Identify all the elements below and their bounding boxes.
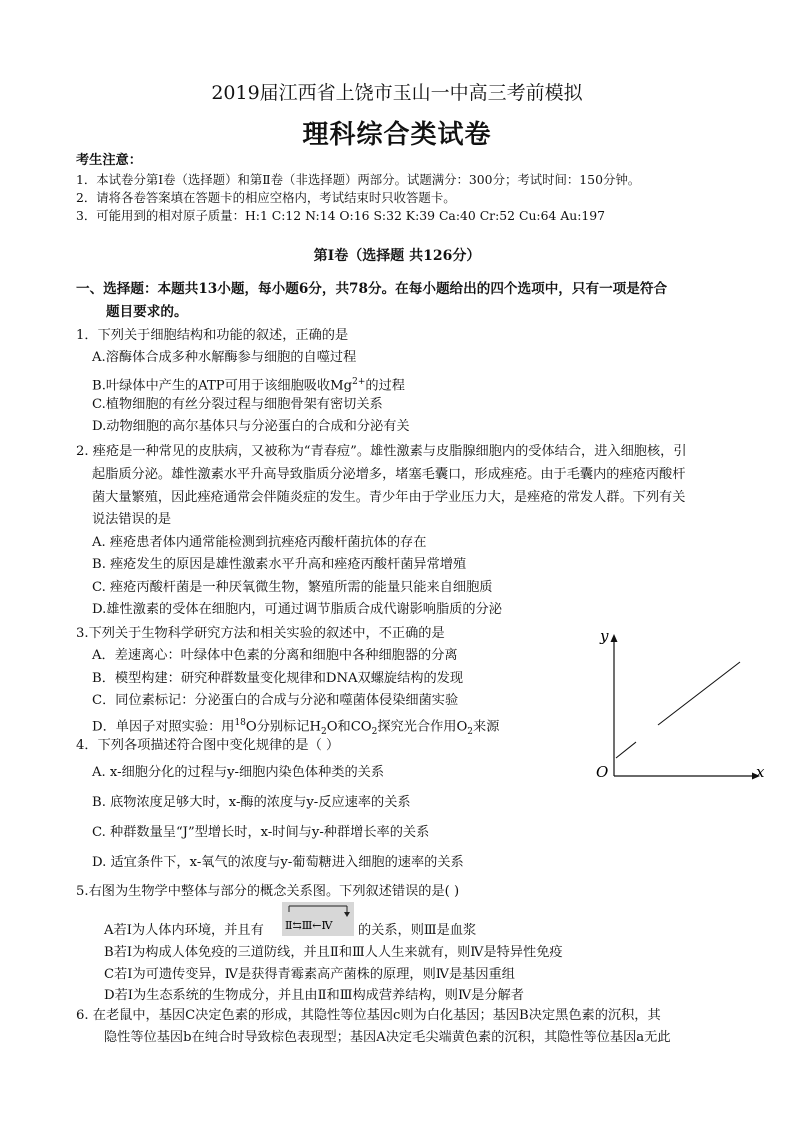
q2-stem-line-2: 起脂质分泌。雄性激素水平升高导致脂质分泌增多，堵塞毛囊口，形成痤疮。由于毛囊内的痤疮丙酸杆 <box>92 467 686 482</box>
q2-option-c: C. 痤疮丙酸杆菌是一种厌氧微生物，繁殖所需的能量只能来自细胞质 <box>92 580 493 595</box>
notice-item-2: 2．请将各卷答案填在答题卡的相应空格内，考试结束时只收答题卡。 <box>76 190 456 205</box>
origin-label: O <box>596 763 609 781</box>
q3-option-b: B．模型构建：研究种群数量变化规律和DNA双螺旋结构的发现 <box>92 671 464 686</box>
q5-option-b: B若Ⅰ为构成人体免疫的三道防线，并且Ⅱ和Ⅲ人人生来就有，则Ⅳ是特异性免疫 <box>104 945 563 960</box>
q5-option-a-pre: A若Ⅰ为人体内环境，并且有 <box>104 923 264 938</box>
q6-stem-line-2: 隐性等位基因b在纯合时导致棕色表现型；基因A决定毛尖端黄色素的沉积，其隐性等位基因a无此 <box>104 1030 671 1045</box>
x-axis-label: x <box>756 763 765 781</box>
q5-stem: 5.右图为生物学中整体与部分的概念关系图。下列叙述错误的是( ) <box>76 884 460 899</box>
q4-option-c: C. 种群数量呈“J”型增长时，x-时间与y-种群增长率的关系 <box>92 825 430 840</box>
q1-option-d: D.动物细胞的高尔基体只与分泌蛋白的合成和分泌有关 <box>92 419 410 434</box>
q1-option-a: A.溶酶体合成多种水解酶参与细胞的自噬过程 <box>92 350 357 365</box>
section-title: 第Ⅰ卷（选择题 共126分） <box>313 248 481 264</box>
diagram-label: Ⅱ⇆Ⅲ←Ⅳ <box>285 919 333 932</box>
q3-option-c: C．同位素标记：分泌蛋白的合成与分泌和噬菌体侵染细菌实验 <box>92 693 459 708</box>
q2-stem-line-1: 2. 痤疮是一种常见的皮肤病，又被称为“青春痘”。雄性激素与皮脂腺细胞内的受体结合，进入细胞核，引 <box>76 444 687 459</box>
notice-item-1: 1．本试卷分第Ⅰ卷（选择题）和第Ⅱ卷（非选择题）两部分。试题满分：300分；考试时间：150分钟。 <box>76 172 641 187</box>
q2-stem-line-4: 说法错误的是 <box>92 512 172 527</box>
q4-stem: 4．下列各项描述符合图中变化规律的是（ ） <box>76 738 340 753</box>
q4-graph <box>588 626 768 786</box>
q3-option-a: A．差速离心：叶绿体中色素的分离和细胞中各种细胞器的分离 <box>92 648 458 663</box>
q3-option-d: D．单因子对照实验：用$^{18}$O分别标记$H_2O$和$CO_2$探究光合作用$O_2$来源 <box>92 718 500 738</box>
q5-option-a-post: 的关系，则Ⅲ是血浆 <box>358 923 477 938</box>
graph-line-segment-2 <box>658 662 740 725</box>
q2-option-d: D.雄性激素的受体在细胞内，可通过调节脂质合成代谢影响脂质的分泌 <box>92 602 502 617</box>
section-instruction-cont: 题目要求的。 <box>106 304 188 320</box>
q2-stem-line-3: 菌大量繁殖，因此痤疮通常会伴随炎症的发生。青少年由于学业压力大，是痤疮的常发人群。下列有关 <box>92 490 686 505</box>
q5-option-c: C若Ⅰ为可遗传变异，Ⅳ是获得青霉素高产菌株的原理，则Ⅳ是基因重组 <box>104 967 515 982</box>
q5-relation-diagram <box>282 902 354 936</box>
y-axis-arrow <box>611 634 618 642</box>
y-axis-label: y <box>600 627 609 645</box>
graph-line-segment-1 <box>616 742 636 758</box>
q4-option-b: B. 底物浓度足够大时，x-酶的浓度与y-反应速率的关系 <box>92 795 411 810</box>
exam-subtitle: 理科综合类试卷 <box>302 120 492 150</box>
notice-item-3: 3．可能用到的相对原子质量：H:1 C:12 N:14 O:16 S:32 K:39 Ca:40 Cr:52 Cu:64 Au:197 <box>76 208 606 223</box>
q2-option-a: A. 痤疮患者体内通常能检测到抗痤疮丙酸杆菌抗体的存在 <box>92 535 427 550</box>
q1-option-c: C.植物细胞的有丝分裂过程与细胞骨架有密切关系 <box>92 397 383 412</box>
section-instruction: 一、选择题：本题共13小题，每小题6分，共78分。在每小题给出的四个选项中，只有一项是符合 <box>76 281 668 297</box>
q1-option-b: B.叶绿体中产生的ATP可用于该细胞吸收$Mg^{2+}$的过程 <box>92 377 405 394</box>
q3-stem: 3.下列关于生物科学研究方法和相关实验的叙述中，不正确的是 <box>76 626 445 641</box>
exam-title: 2019届江西省上饶市玉山一中高三考前模拟 <box>211 82 583 104</box>
q6-stem-line-1: 6. 在老鼠中，基因C决定色素的形成，其隐性等位基因c则为白化基因；基因B决定黑色素的沉积，其 <box>76 1008 661 1023</box>
q1-stem: 1．下列关于细胞结构和功能的叙述，正确的是 <box>76 328 349 343</box>
q4-option-a: A. x-细胞分化的过程与y-细胞内染色体种类的关系 <box>92 765 385 780</box>
q4-option-d: D. 适宜条件下，x-氧气的浓度与y-葡萄糖进入细胞的速率的关系 <box>92 855 464 870</box>
q2-option-b: B. 痤疮发生的原因是雄性激素水平升高和痤疮丙酸杆菌异常增殖 <box>92 557 467 572</box>
notice-heading: 考生注意： <box>76 153 142 168</box>
q5-option-d: D若Ⅰ为生态系统的生物成分，并且由Ⅱ和Ⅲ构成营养结构，则Ⅳ是分解者 <box>104 988 524 1003</box>
